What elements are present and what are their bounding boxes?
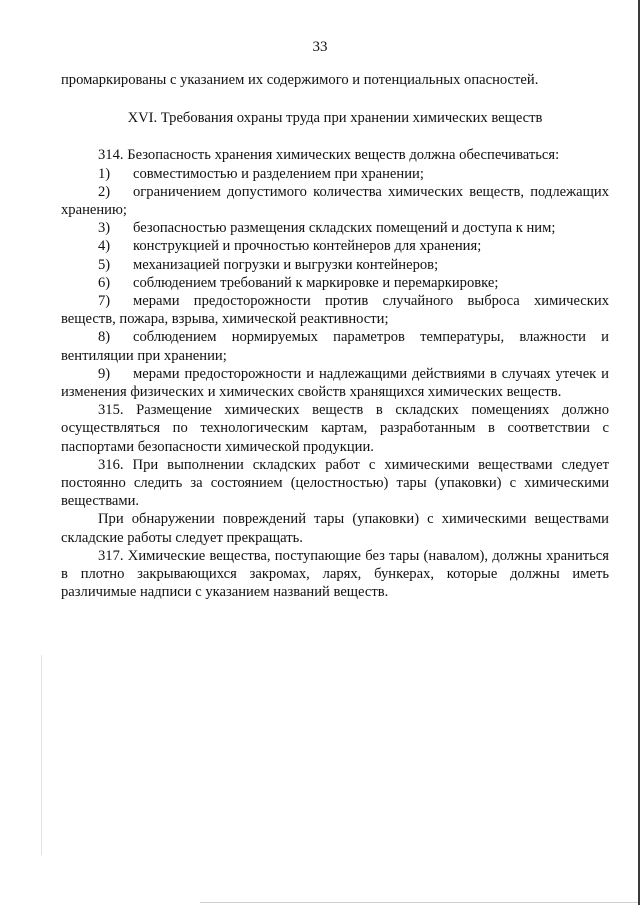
paragraph-315: 315. Размещение химических веществ в складских помещениях должно осуществляться по технологическим картам, разработанным в соответствии с паспортами безопасности химической продукции. (61, 402, 609, 455)
list-item (61, 219, 609, 237)
list-item-number: 4) (98, 238, 111, 255)
list-item-number: 7) (98, 293, 111, 310)
continuation-text: промаркированы с указанием их содержимого и потенциальных опасностей. (61, 72, 539, 88)
list-item (61, 292, 609, 328)
list-item-text: конструкцией и прочностью контейнеров для хранения; (133, 238, 482, 255)
list-item (61, 183, 609, 219)
scan-margin-line (41, 655, 42, 855)
document-body (61, 71, 609, 601)
section-heading: XVI. Требования охраны труда при хранении химических веществ (127, 110, 543, 127)
list-item (61, 237, 609, 255)
list-item (61, 328, 609, 364)
list-item-number: 9) (98, 365, 111, 382)
paragraph-316: 316. При выполнении складских работ с химическими веществами следует постоянно следить за состоянием (целостностью) тары (упаковки) с химическими веществами. (61, 456, 609, 510)
list-item (61, 365, 609, 401)
scan-bottom-edge (200, 902, 638, 903)
paragraph-316-continued: При обнаружении повреждений тары (упаковки) с химическими веществами складские работы следует прекращать. (61, 511, 609, 546)
list-item-number: 3) (98, 220, 111, 237)
list-item (61, 274, 609, 292)
list-item (61, 256, 609, 274)
list-item (61, 165, 609, 183)
list-item-text: совместимостью и разделением при хранении; (133, 165, 424, 182)
list-item-number: 5) (98, 256, 111, 273)
list-item-text: соблюдением нормируемых параметров температуры, влажности и вентиляции при хранении; (61, 329, 609, 364)
paragraph-314-intro: 314. Безопасность хранения химических веществ должна обеспечиваться: (98, 147, 560, 164)
list-item-text: мерами предосторожности против случайного выброса химических веществ, пожара, взрыва, химической реактивности; (61, 293, 609, 328)
list-item-number: 6) (98, 274, 111, 291)
list-item-text: безопасностью размещения складских помещений и доступа к ним; (133, 220, 556, 237)
list-item-number: 8) (98, 329, 111, 346)
list-item-text: соблюдением требований к маркировке и перемаркировке; (133, 274, 499, 291)
list-item-number: 2) (98, 183, 111, 200)
list-item-text: мерами предосторожности и надлежащими действиями в случаях утечек и изменения физических и химических свойств хранящихся химических веществ. (61, 365, 609, 401)
list-item-number: 1) (98, 165, 111, 182)
list-item-text: ограничением допустимого количества химических веществ, подлежащих хранению; (61, 183, 609, 219)
paragraph-317: 317. Химические вещества, поступающие без тары (навалом), должны храниться в плотно закрывающихся закромах, ларях, бункерах, которые должны иметь различимые надписи с указанием названий веществ. (61, 547, 609, 601)
list-item-text: механизацией погрузки и выгрузки контейнеров; (133, 256, 439, 273)
page-number: 33 (312, 39, 328, 55)
